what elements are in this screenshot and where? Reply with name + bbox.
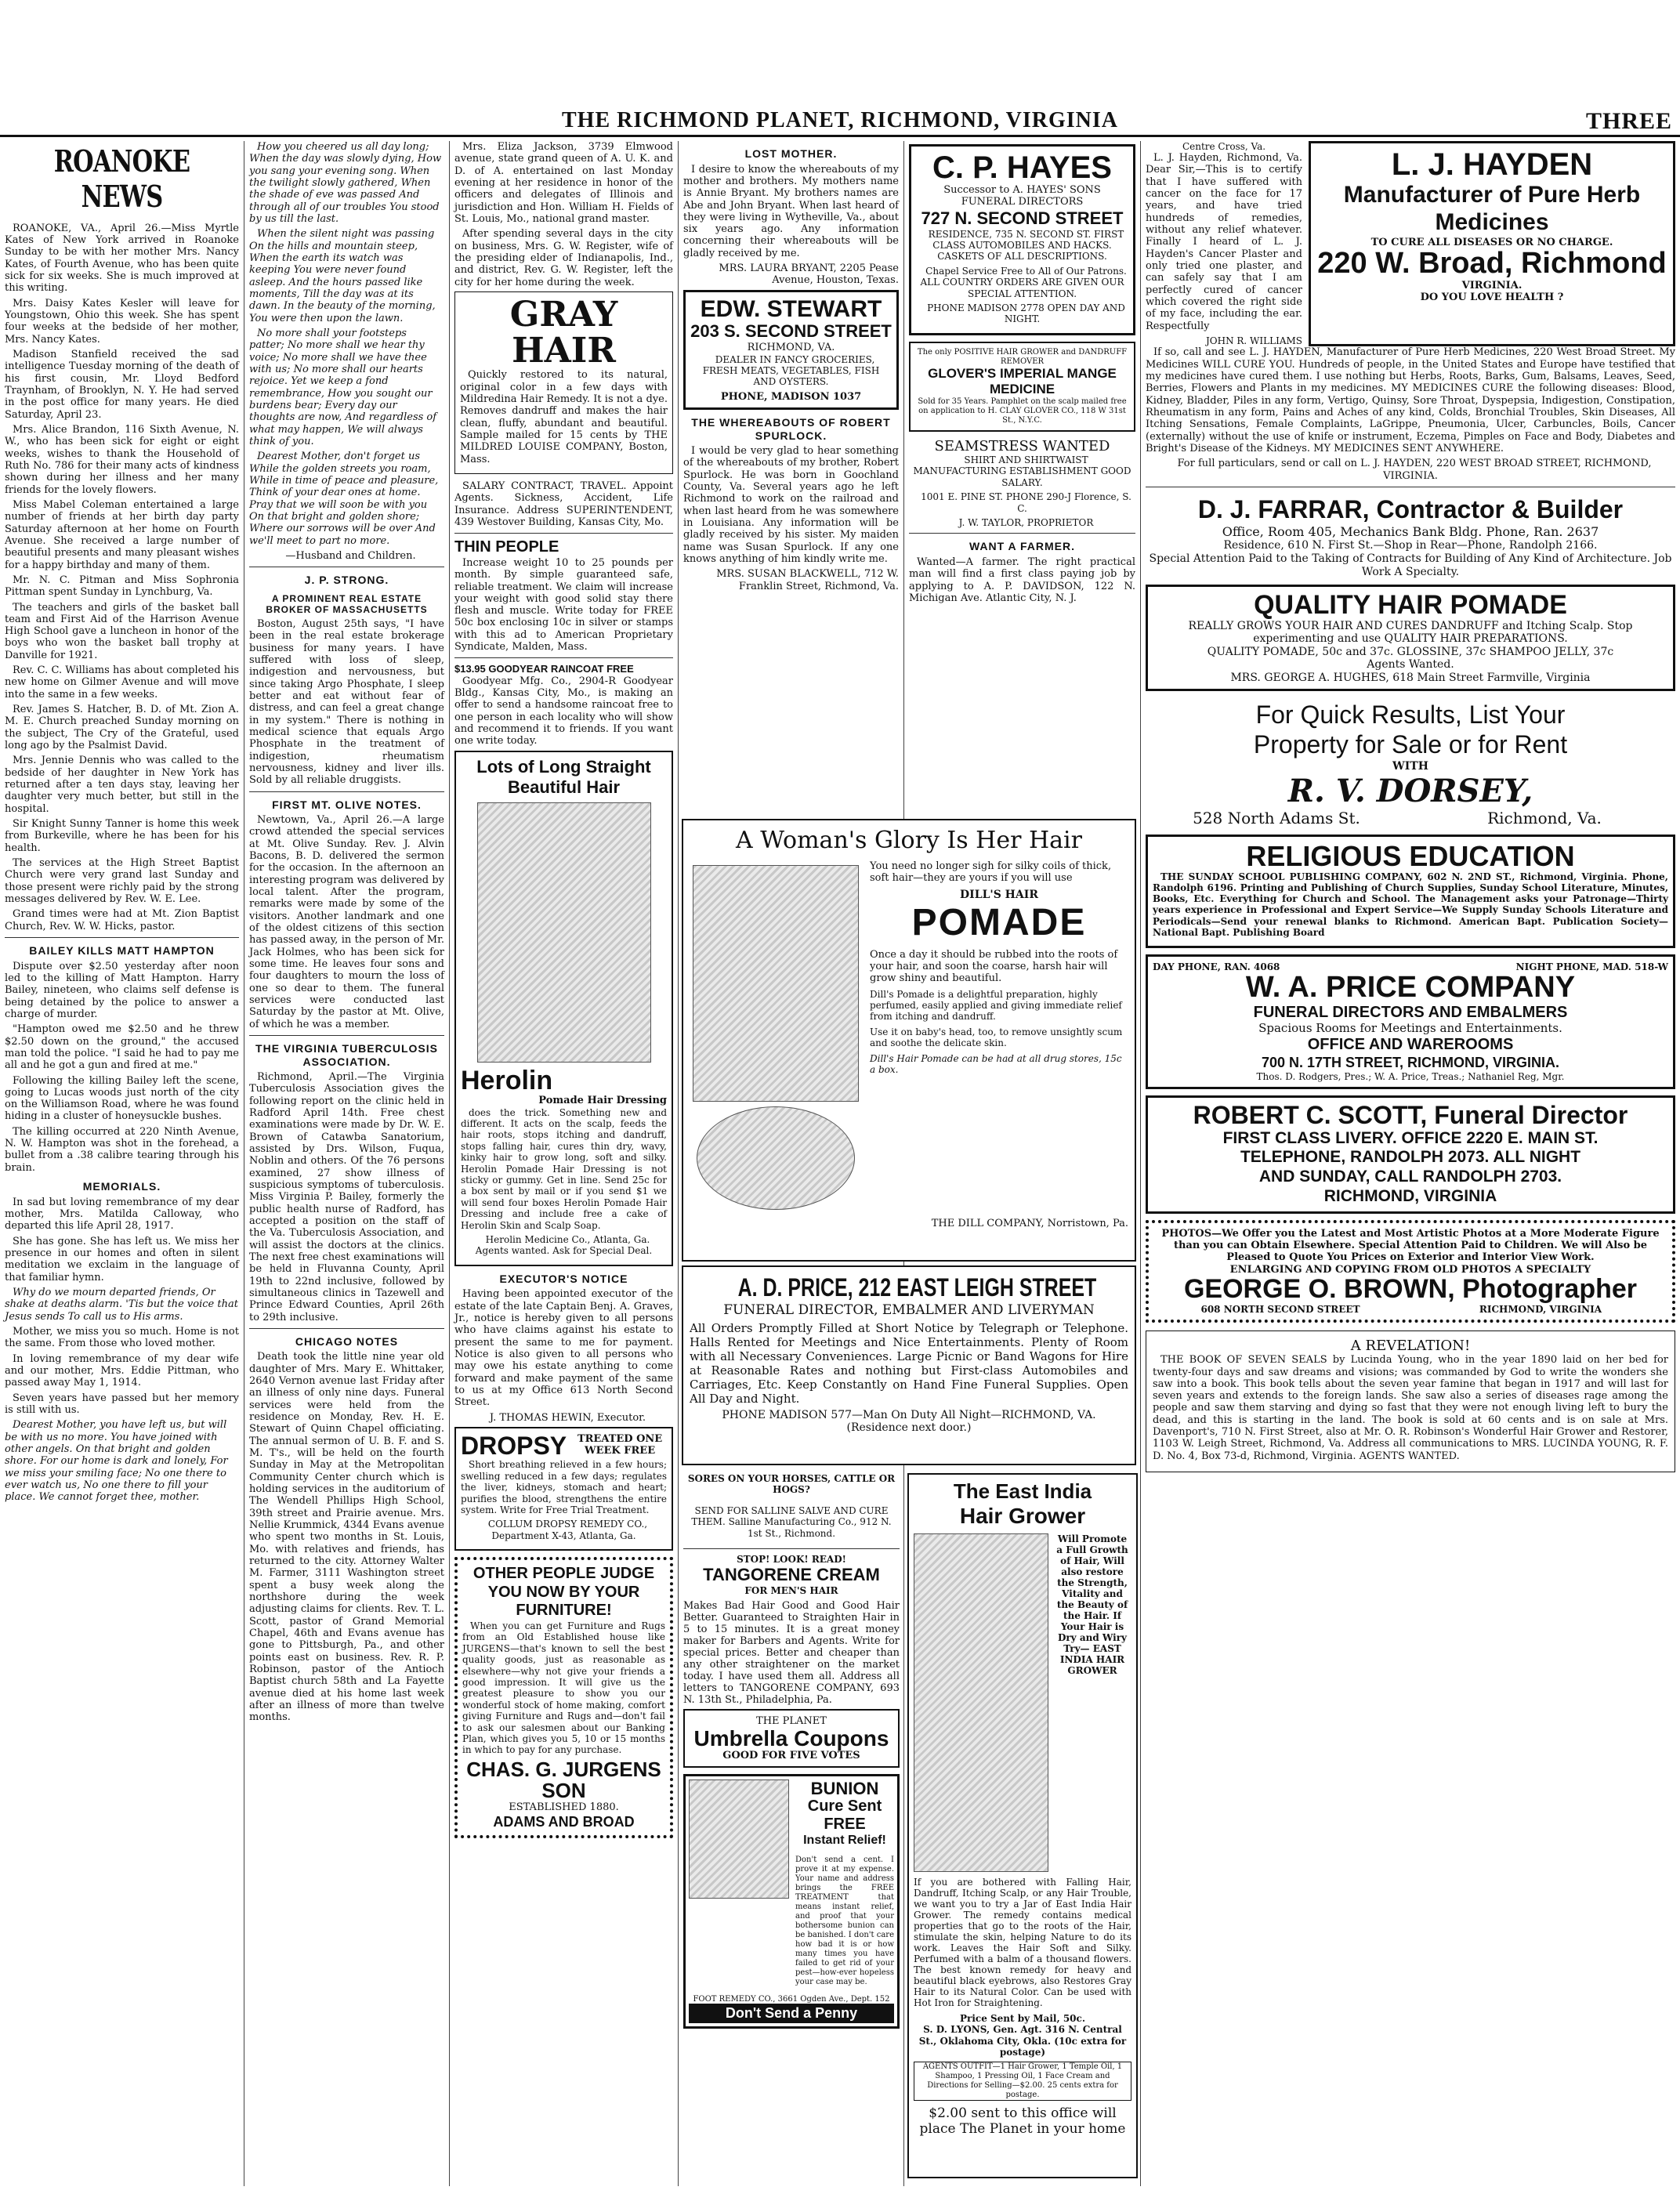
article-paragraph: Mrs. Alice Brandon, 116 Sixth Avenue, N. W., who has been sick for eight or eight weeks, wishes to thank the Household of Ruth No. 786 for their many acts of kindness shown during her illness and her many friends for the lovely flowers. (5, 423, 239, 496)
raincoat-body: Goodyear Mfg. Co., 2904-R Goodyear Bldg., Kansas City, Mo., is making an offer to send a handsome raincoat free to one person in each locality who will show and recommend it to friends. If you want one write today. (454, 675, 673, 748)
mt-olive-heading: FIRST MT. OLIVE NOTES. (272, 798, 422, 811)
hayes-address: 727 N. SECOND STREET (921, 208, 1124, 228)
woman-with-mirror-illustration (693, 865, 859, 1102)
herolin-title-2: Beautiful Hair (507, 777, 621, 797)
article-paragraph: ROANOKE, VA., April 26.—Miss Myrtle Kates of New York arrived in Roanoke Sunday to be with her mother Mrs. Nancy Kates, of Fourth Avenue, who has been quite sick for six weeks. She is much improved at this writing. (5, 222, 239, 295)
dorsey-ad (1146, 697, 1675, 831)
scott-line-1: FIRST CLASS LIVERY. OFFICE 2220 E. MAIN ST. (1222, 1128, 1599, 1147)
dills-brand: POMADE (911, 902, 1087, 943)
brown-name: GEORGE O. BROWN, Photographer (1183, 1274, 1638, 1305)
hayes-chapel: Chapel Service Free to All of Our Patrons. ALL COUNTRY ORDERS ARE GIVEN OUR SPECIAL ATTENTION. (920, 265, 1127, 299)
bunion-body: Don't send a cent. I prove it at my expense. Your name and address brings the FREE TREATMENT that means instant relief, and proof that your bothersome bunion can be banished. I don't care how bad it is or how many times you have failed to get rid of your pest—how-ever hopeless your case may be. (795, 1855, 894, 1987)
article-paragraph: Grand times were had at Mt. Zion Baptist Church, Rev. W. W. Hicks, pastor. (5, 908, 239, 932)
hayes-ad (909, 144, 1135, 335)
religious-education-ad (1146, 835, 1675, 948)
hayden-footer: For full particulars, send or call on L. J. HAYDEN, 220 WEST BROAD STREET, RICHMOND, VIRGINIA. (1177, 458, 1652, 482)
article-paragraph: Newtown, Va., April 26.—A large crowd attended the special services at Mt. Olive Sunday. Rev. J. Alvin Bacons, B. D. delivered the sermon for the occasion. In the afternoon an interesting program was delivered by local talent. After the program, remarks were made by some of the visitors. Another landmark and one of the oldest citizens of this section has passed away, in the person of Mr. Jack Holmes, who has been sick for some time. He leaves four sons and four daughters to mourn the loss of one so dear to them. The funeral services were conducted last Saturday by the pastor at Mt. Olive, of which he was a member. (249, 814, 444, 1030)
dorsey-name: R. V. DORSEY, (1287, 773, 1533, 810)
memorial-signature: —Husband and Children. (285, 549, 416, 562)
dorsey-city: Richmond, Va. (1487, 809, 1602, 828)
executor-body: Having been appointed executor of the estate of the late Captain Benj. A. Graves, Jr., notice is hereby given to all persons who have claims against his estate to present the same to me for payment. Notice is also given to all persons who may owe his estate anything to come forward and make payment of the same to us at my Office 613 North Second Street. (454, 1288, 673, 1409)
seamstress-body: SHIRT AND SHIRTWAIST MANUFACTURING ESTABLISHMENT GOOD SALARY. (913, 454, 1131, 488)
article-paragraph: Mr. N. C. Pitman and Miss Sophronia Pittman spent Sunday in Lynchburg, Va. (5, 574, 239, 599)
herolin-brand-sub: Pomade Hair Dressing (538, 1095, 667, 1107)
dropsy-sub: TREATED ONE WEEK FREE (577, 1432, 663, 1457)
masthead-title: THE RICHMOND PLANET, RICHMOND, VIRGINIA (561, 108, 1118, 132)
dorsey-address: 528 North Adams St. (1193, 809, 1360, 828)
divider (249, 1328, 444, 1329)
quality-pomade-name: QUALITY HAIR POMADE (1254, 590, 1567, 621)
jurgens-ad (454, 1557, 673, 1838)
executor-heading: EXECUTOR'S NOTICE (499, 1272, 628, 1285)
wa-price-name: W. A. PRICE COMPANY (1245, 970, 1576, 1004)
bunion-sub: Cure Sent FREE (807, 1798, 882, 1834)
ad-price-body: All Orders Promptly Filled at Short Notice by Telegraph or Telephone. Halls Rented for Meetings and Nice Entertainments. Plenty of Room with all Necessary Conveniences. Large Picnic or Band Wagons for Hire at Reasonable Rates and nothing but First-class Automobiles and Carriages, Etc. Keep Constantly on Hand Fine Funeral Supplies. Open All Day and Night. (690, 1321, 1128, 1406)
jurgens-established: ESTABLISHED 1880. (509, 1801, 619, 1814)
glover-sub: Sold for 35 Years. Pamphlet on the scalp mailed free on application to H. CLAY GLOVER CO., 118 W 31st St., N.Y.C. (918, 397, 1127, 425)
article-paragraph: The services at the High Street Baptist Church were very grand last Sunday and those present were richly paid by the strong messages delivered by Rev. W. E. Lee. (5, 857, 239, 906)
east-india-side: Will Promote a Full Growth of Hair, Will also restore the Strength, Vitality and the Beauty of the Hair. If Your Hair is Dry and Wiry Try— EAST INDIA HAIR GROWER (1056, 1533, 1128, 1676)
article-paragraph: Mrs. Eliza Jackson, 3739 Elmwood avenue, state grand queen of A. U. K. and D. of A. entertained on last Monday evening at her residence in honor of the officers and delegates of Illinois and jurisdiction and Hon. William H. Fields of St. Louis, Mo., national grand master. (454, 141, 673, 225)
column-six (1141, 141, 1680, 2186)
gray-hair-title-2: HAIR (512, 331, 616, 371)
bailey-heading: BAILEY KILLS MATT HAMPTON (29, 944, 215, 958)
chicago-heading: CHICAGO NOTES (295, 1334, 399, 1348)
divider (454, 657, 673, 658)
dorsey-line-1: For Quick Results, List Your (1255, 701, 1566, 730)
east-india-price: Price Sent by Mail, 50c. (959, 2013, 1086, 2024)
stewart-phone: PHONE, MADISON 1037 (720, 390, 862, 403)
dills-para: Dill's Pomade is a delightful preparation, highly perfumed, easily applied and giving immediate relief from itching and dandruff. (870, 989, 1122, 1022)
stewart-body: DEALER IN FANCY GROCERIES, FRESH MEATS, VEGETABLES, FISH AND OYSTERS. (702, 353, 880, 388)
dills-para: Once a day it should be rubbed into the roots of your hair, and soon the coarse, harsh hair will grow shiny and beautiful. (870, 949, 1118, 984)
brown-photographer-ad (1146, 1220, 1675, 1323)
article-paragraph: Seven years have passed but her memory is still with us. (5, 1392, 239, 1416)
bunion-title: BUNION (810, 1779, 879, 1799)
farrar-office: Office, Room 405, Mechanics Bank Bldg. Phone, Ran. 2637 (1222, 523, 1599, 539)
article-paragraph: Sir Knight Sunny Tanner is home this week from Burkeville, where he has been for his health. (5, 818, 239, 854)
column-two (244, 141, 450, 2186)
jurgens-address: ADAMS AND BROAD (493, 1813, 635, 1830)
jurgens-title: OTHER PEOPLE JUDGE YOU NOW BY YOUR FURNITURE! (472, 1565, 655, 1620)
hayes-phone: PHONE MADISON 2778 OPEN DAY AND NIGHT. (927, 302, 1125, 325)
umbrella-title: Umbrella Coupons (693, 1725, 889, 1750)
article-paragraph: After spending several days in the city on business, Mrs. G. W. Register, wife of the presiding elder of Indianapolis, Ind., and district, Rev. G. W. Register, left the city for her home during the week. (454, 228, 673, 288)
spurlock-heading: THE WHEREABOUTS OF ROBERT SPURLOCK. (691, 416, 891, 442)
article-paragraph: Mrs. Jennie Dennis who was called to the bedside of her daughter in New York has returned after a ten days stay, leaving her daughter very much better, but still in the hospital. (5, 755, 239, 815)
memorial-poem: Dearest Mother, you have left us, but will be with us no more. You have joined with other angels. On that bright and golden shore. For our home is dark and lonely, For we miss your smiling face; No one there to ever watch us, No one there to fill your place. We cannot forget thee, mother. (5, 1419, 228, 1504)
strong-heading: J. P. STRONG. (304, 574, 389, 587)
east-india-footer: $2.00 sent to this office will place The Planet in your home (919, 2105, 1126, 2137)
column-three (450, 141, 679, 2186)
umbrella-sub: GOOD FOR FIVE VOTES (722, 1750, 860, 1762)
testimonial-signature: JOHN R. WILLIAMS (1205, 335, 1302, 347)
pomade-jar-illustration (697, 1106, 855, 1210)
article-paragraph: The teachers and girls of the basket ball team and First Aid of the Harrison Avenue High School gave a luncheon in honor of the boys who won the basket ball trophy at Danville for 1921. (5, 601, 239, 661)
quality-pomade-body: REALLY GROWS YOUR HAIR AND CURES DANDRUFF and Itching Scalp. Stop experimenting and use QUALITY HAIR PREPARATIONS. (1188, 619, 1633, 646)
farmer-body: Wanted—A farmer. The right practical man will find a first class paying job by applying to A. P. DAVIDSON, 122 N. Michigan Ave. Atlantic City, N. J. (909, 556, 1135, 604)
jurgens-name: CHAS. G. JURGENS SON (466, 1757, 661, 1802)
memorial-poem: Dearest Mother, don't forget us While the golden streets you roam, While in time of peace and pleasure, Think of your dear ones at home. Pray that we will soon be with you On that bright and golden shore; Where our sorrows will be over And we'll meet to part no more. (249, 451, 439, 547)
scott-ad (1146, 1095, 1675, 1214)
east-india-agents: AGENTS OUTFIT—1 Hair Grower, 1 Temple Oil, 1 Shampoo, 1 Pressing Oil, 1 Face Cream and Directions for Selling—$2.00. 25 cents extra for postage. (914, 2062, 1131, 2101)
herolin-body: does the trick. Something new and different. It acts on the scalp, feeds the hair roots, stops itching and dandruff, stops falling hair, cures thin dry, wavy, kinky hair to grow long, soft and silky. Herolin Pomade Hair Dressing is not sticky or gummy. Get in line. Send 25c for a box sent by mail or if you send $1 we will send four boxes Herolin Pomade Hair Dressing and include free a cake of Herolin Skin and Scalp Soap. (461, 1106, 667, 1231)
dills-company: THE DILL COMPANY, Norristown, Pa. (931, 1218, 1128, 1229)
hayes-sub: Successor to A. HAYES' SONS FUNERAL DIRECTORS (943, 184, 1101, 208)
herolin-company: Herolin Medicine Co., Atlanta, Ga. Agents wanted. Ask for Special Deal. (475, 1233, 653, 1257)
spurlock-body: I would be very glad to hear something of the whereabouts of my brother, Robert Spurlock. He was born in Goochland County, Va. Several years ago he left Richmond to work on the railroad and when last heard from he was somewhere in Louisiana. Any information will be gladly received by his sister. My maiden name was Susan Spurlock. If any one knows anything of him kindly write me. (683, 445, 899, 566)
hayden-address: 220 W. Broad, Richmond (1317, 247, 1667, 281)
stewart-ad (683, 290, 899, 410)
dropsy-ad (454, 1427, 673, 1551)
raincoat-title: $13.95 GOODYEAR RAINCOAT FREE (454, 663, 634, 675)
glover-name: GLOVER'S IMPERIAL MANGE MEDICINE (928, 366, 1117, 397)
east-india-title-1: The East India (953, 1479, 1092, 1503)
east-india-body: If you are bothered with Falling Hair, Dandruff, Itching Scalp, or any Hair Trouble, we want you to try a Jar of East India Hair Grower. The remedy contains medical properties that go to the roots of the Hair, stimulate the skin, helping Nature to do its work. Leaves the Hair Soft and Silky. Perfumed with a balm of a thousand flowers. The best known remedy for heavy and beautiful black eyebrows, also Restores Gray Hair to its Natural Color. Can be used with Hot Iron for Straightening. (914, 1877, 1131, 2008)
executor-signature: J. THOMAS HEWIN, Executor. (489, 1411, 646, 1424)
roanoke-news-heading: ROANOKE NEWS (53, 143, 190, 214)
strong-subheading: A PROMINENT REAL ESTATE BROKER OF MASSACHUSETTS (266, 592, 428, 615)
article-paragraph: In sad but loving remembrance of my dear mother, Mrs. Matilda Calloway, who departed this life April 28, 1917. (5, 1196, 239, 1233)
lost-mother-body: I desire to know the whereabouts of my mother and brothers. My mothers name is Annie Bryant. My brothers names are Abe and John Bryant. When last heard of they were living in Wytheville, Va., about six years ago. Any information concerning their whereabouts will be gladly received by me. (683, 163, 899, 259)
wa-price-ad (1146, 954, 1675, 1089)
revelation-ad (1146, 1331, 1675, 1472)
hayden-question: DO YOU LOVE HEALTH ? (1420, 291, 1564, 304)
memorial-poem: How you cheered us all day long; When the day was slowly dying, How you sang your evening song. When the twilight slowly gathered, When the shade of eve was passed And through all of our troubles You stood by us till the last. (249, 141, 442, 225)
quality-pomade-prices: QUALITY POMADE, 50c and 37c. GLOSSINE, 37c SHAMPOO JELLY, 37c (1207, 645, 1614, 658)
glover-top: The only POSITIVE HAIR GROWER and DANDRUFF REMOVER (917, 347, 1128, 366)
farmer-heading: WANT A FARMER. (969, 540, 1076, 553)
farrar-ad (1146, 492, 1675, 581)
scott-line-3: AND SUNDAY, CALL RANDOLPH 2703. (1258, 1168, 1562, 1186)
article-paragraph: In loving remembrance of my dear wife and our mother, Mrs. Eddie Pittman, who passed away May 1, 1914. (5, 1352, 239, 1389)
brown-address: 608 NORTH SECOND STREET (1200, 1303, 1360, 1315)
article-paragraph: Miss Mabel Coleman entertained a large number of friends at her birth day party Saturday afternoon at her home on Fourth Avenue. She received a large number of beautiful presents and many pleasant wishes for a happy birthday and many of them. (5, 498, 239, 571)
testimonial-body: L. J. Hayden, Richmond, Va. Dear Sir,—This is to certify that I have suffered with cancer on the face for 17 years, and have tried hundreds of remedies, without any relief whatever. Finally I heard of L. J. Hayden's Cancer Plaster and only tried one plaster, and can safely say that I am perfectly cured of cancer which covered the right side of my face, including the ear. Respectfully (1146, 152, 1302, 332)
hayden-name: L. J. HAYDEN (1391, 147, 1593, 182)
ad-price-phone: PHONE MADISON 577—Man On Duty All Night—RICHMOND, VA. (Residence next door.) (722, 1409, 1096, 1434)
glover-ad (909, 342, 1135, 432)
testimonial-place: Centre Cross, Va. (1182, 141, 1266, 152)
tuberculosis-heading: THE VIRGINIA TUBERCULOSIS ASSOCIATION. (255, 1042, 438, 1068)
horses-title: SORES ON YOUR HORSES, CATTLE OR HOGS? (687, 1473, 896, 1496)
herolin-brand: Herolin (461, 1065, 553, 1095)
herolin-ad (454, 751, 673, 1266)
wa-price-sub: FUNERAL DIRECTORS AND EMBALMERS (1253, 1003, 1568, 1021)
horses-body: SEND FOR SALLINE SALVE AND CURE THEM. Salline Manufacturing Co., 912 N. 1st St., Richmond. (691, 1504, 892, 1539)
brown-enlarge: ENLARGING AND COPYING FROM OLD PHOTOS A SPECIALTY (1229, 1263, 1591, 1276)
hayden-body: If so, call and see L. J. HAYDEN, Manufacturer of Pure Herb Medicines, 220 West Broad Street. My Medicines WILL CURE YOU. Hundreds of people, in the United States and Europe have testified that my medicines have cured them. I use nothing but Herbs, Roots, Barks, Gum, Balsams, Leaves, Seed, Berries, Flowers and Plants in my medicines. MY MEDICINES CURE the following diseases: Blood, Kidney, Bladder, Piles in any form, Vertigo, Quinsy, Sore Throat, Dyspepsia, Indigestion, Constipation, Rheumatism in any form, Pains and Aches of any kind, Colds, Bronchial Troubles, Skin Diseases, All Itching Sensations, Female Complaints, LaGrippe, Pneumonia, Ulcer, Carbuncles, Boils, Cancer (externally) without the use of knife or instrument, Eczema, Pimples on Face and Body, Diabetes and Bright's Disease of the Kidneys. MY MEDICINES SENT ANYWHERE. (1146, 346, 1675, 454)
wa-price-sub2: Spacious Rooms for Meetings and Entertainments. (1258, 1021, 1562, 1036)
seamstress-signature: J. W. TAYLOR, PROPRIETOR (958, 517, 1094, 528)
quality-pomade-ad (1146, 585, 1675, 691)
article-paragraph: Mother, we miss you so much. Home is not the same. From those who loved mother. (5, 1325, 239, 1350)
hayes-residence: RESIDENCE, 735 N. SECOND ST. FIRST CLASS AUTOMOBILES AND HACKS. CASKETS OF ALL DESCRIPTIONS. (928, 228, 1124, 262)
divider (454, 533, 673, 534)
dills-pomade-ad (682, 819, 1136, 1262)
column-roanoke-news (0, 141, 244, 2186)
spurlock-signature: MRS. SUSAN BLACKWELL, 712 W. Franklin Street, Richmond, Va. (716, 568, 899, 592)
quality-pomade-agents: Agents Wanted. (1367, 658, 1454, 672)
dorsey-with: WITH (1392, 759, 1428, 773)
divider (909, 533, 1135, 534)
page-number: THREE (1585, 108, 1672, 134)
bunion-footer: Don't Send a Penny (689, 2004, 894, 2023)
wa-price-address: 700 N. 17TH STREET, RICHMOND, VIRGINIA. (1261, 1054, 1560, 1070)
memorial-poem: No more shall your footsteps patter; No more shall we hear thy voice; No more shall we have thee with us; No more shall our hearts rejoice. Yet we keep a fond remembrance, How you sought our burdens bear; Every day our thoughts are now, And regardless of what may happen, We will always think of you. (249, 327, 437, 447)
article-paragraph: Boston, August 25th says, "I have been in the real estate brokerage business for many years. I have suffered with loss of sleep, indigestion and nervousness, but since taking Argo Phosphate, I sleep better and eat without fear of distress, and can feel a great change in my system." There is nothing in medical science that equals Argo Phosphate in the treatment of indigestion, rheumatism nervousness, kidney and liver ills. Sold by all reliable druggists. (249, 617, 444, 787)
dropsy-body: Short breathing relieved in a few hours; swelling reduced in a few days; regulates the liver, kidneys, stomach and heart; purifies the blood, strengthens the entire system. Write for Free Trial Treatment. (461, 1459, 667, 1516)
divider (5, 937, 239, 938)
article-paragraph: Death took the little nine year old daughter of Mrs. Mary E. Whittaker, 2640 Vernon avenue last Friday after an illness of only nine days. Funeral services were held from the residence on Monday, Rev. H. E. Stewart of Quinn Chapel officiating. The annual sermon of U. B. F. and S. M. T's., will be held on the fourth Sunday in May at the Metropolitan Community Center church which is holding services in the auditorium of The Wendell Phillips High School, 39th street and Prairie avenue. Mrs. Nellie Krummick, 4344 Evans avenue who spent two months in St. Louis, Mo. with relatives and friends, has returned to the city. Attorney Walter M. Farmer, 3111 Washington street spent a busy week along the northshore during the week adjusting claims for clients. Rev. T. L. Scott, pastor of Grand Memorial Chapel, 46th and Evans avenue has gone to Pittsburgh, Pa., and other points east on business. Rev. R. P. Robinson, pastor of the Antioch Baptist church 58th and La Fayette avenue died at his home last week after an illness of more than twelve months. (249, 1351, 444, 1724)
hayden-cure: TO CURE ALL DISEASES OR NO CHARGE. (1370, 236, 1613, 248)
brown-body: PHOTOS—We Offer you the Latest and Most Artistic Photos at a More Moderate Figure than you can Obtain Elsewhere. Special Attention Paid to Children. We will Also be Pleased to Quote You Prices on Exterior and Interior View Work. (1161, 1227, 1660, 1264)
ad-price-title: A. D. PRICE, 212 EAST LEIGH STREET (737, 1273, 1097, 1302)
tangorene-top: STOP! LOOK! READ! (737, 1553, 846, 1565)
dills-intro: You need no longer sigh for silky coils of thick, soft hair—they are yours if you will use (870, 860, 1112, 884)
farrar-body: Special Attention Paid to the Taking of Contracts for Building of Any Kind of Architecture. Job Work A Specialty. (1149, 552, 1672, 578)
farrar-name: D. J. FARRAR, Contractor & Builder (1197, 494, 1624, 523)
thin-people-body: Increase weight 10 to 25 pounds per month. By simple guaranteed safe, reliable treatment. We claim will increase your weight with good solid stay there flesh and muscle. Write today for FREE 50c box enclosing 10c in silver or stamps with this ad to American Proprietary Syndicate, Malden, Mass. (454, 556, 673, 653)
column-four-lower (683, 1473, 900, 2178)
memorials-heading: MEMORIALS. (82, 1180, 161, 1193)
dropsy-company: COLLUM DROPSY REMEDY CO., Department X-43, Atlanta, Ga. (487, 1519, 648, 1541)
revelation-body: THE BOOK OF SEVEN SEALS by Lucinda Young, who in the year 1890 laid on her bed for twenty-four days and saw dreams and visions; was commanded by God to write the wonders she saw into a book. This book tells about the seven year famine that began in 1917 and will last for seven years and extends to the foreign lands. She saw also a series of diseases rage among the people and saw them starving and dying so fast that they were not enough living left to bury the dead, and this is starting in the land. The book is sold at 60 cents and is on sale at Mrs. Davenport's, 710 N. First Street, also at Mr. O. R. Robinson's Wonderful Hair Grower and Restorer, 1103 W. Leigh Street, Richmond, Va. Address all communications to MRS. LUCINDA YOUNG, R. F. D. No. 4, Box 73-d, Richmond, Virginia. AGENTS WANTED. (1153, 1354, 1668, 1462)
ad-price-sub: FUNERAL DIRECTOR, EMBALMER AND LIVERYMAN (723, 1302, 1095, 1318)
article-paragraph: Mrs. Daisy Kates Kesler will leave for Youngstown, Ohio this week. She has spent four weeks at the bedside of her mother, Mrs. Nancy Kates. (5, 297, 239, 346)
east-india-ad (907, 1473, 1138, 2178)
bunion-company: FOOT REMEDY CO., 3661 Ogden Ave., Dept. 152 (693, 1995, 890, 2004)
article-paragraph: Dispute over $2.50 yesterday after noon led to the killing of Matt Hampton. Harry Bailey, nineteen, who claims self defense is being detained by the police to answer a charge of murder. (5, 960, 239, 1020)
hayes-name: C. P. HAYES (932, 150, 1112, 185)
article-paragraph: "Hampton owed me $2.50 and he threw $2.50 down on the ground," the accused man told the police. "I said he had to pay me all and he got a gun and fired at me." (5, 1023, 239, 1072)
seamstress-address: 1001 E. PINE ST. PHONE 290-J Florence, S. C. (921, 491, 1131, 514)
ad-price-ad (682, 1265, 1136, 1465)
bunion-ad (683, 1774, 900, 2029)
east-india-title-2: Hair Grower (959, 1504, 1086, 1528)
quality-pomade-address: MRS. GEORGE A. HUGHES, 618 Main Street Farmville, Virginia (1230, 671, 1591, 684)
umbrella-coupon-ad (683, 1709, 900, 1768)
thin-people-title: THIN PEOPLE (454, 538, 559, 556)
stewart-address: 203 S. SECOND STREET (690, 321, 892, 342)
wa-price-officers: Thos. D. Rodgers, Pres.; W. A. Price, Treas.; Nathaniel Reg, Mgr. (1256, 1070, 1565, 1082)
divider (249, 791, 444, 792)
dills-para: Use it on baby's head, too, to remove unsightly scum and soothe the delicate skin. (870, 1026, 1123, 1048)
religious-body: THE SUNDAY SCHOOL PUBLISHING COMPANY, 602 N. 2ND ST., Richmond, Virginia. Phone, Randolph 6196. Printing and Publishing of Church Supplies, Sunday School Literature, Minutes, Books, Etc. Everything for Church and School. The Management asks your Patronage—Thirty years experience in Professional and Expert Service—We Supply Sunday Schools Literature and Periodicals—Send your renewal blanks to Richmond. American Bapt. Publication Society—National Bapt. Publishing Board (1153, 871, 1668, 938)
divider (683, 1548, 900, 1549)
gray-hair-body: Quickly restored to its natural, original color in a few days with Mildredina Hair Remedy. It is not a dye. Removes dandruff and makes the hair clean, fluffy, abundant and beautiful. Sample mailed for 15 cents by THE MILDRED LOUISE COMPANY, Boston, Mass. (460, 369, 668, 465)
hayden-state: VIRGINIA. (1461, 280, 1522, 291)
hayden-testimonial (1146, 141, 1302, 346)
scott-name: ROBERT C. SCOTT, Funeral Director (1193, 1101, 1628, 1130)
woman-combing-hair-illustration (477, 802, 651, 1063)
divider (249, 1035, 444, 1036)
wa-price-office: OFFICE AND WAREROOMS (1307, 1036, 1514, 1054)
article-paragraph: Richmond, April.—The Virginia Tuberculosis Association gives the following report on the clinic held in Radford April 14th. Free chest examinations were made by Dr. W. E. Brown of Catawba Sanatorium, assisted by Drs. Wilson, Fuqua, Noblin and others. Of the 76 persons examined, 27 show illness of suspicious symptoms of tuberculosis. Miss Virginia P. Bailey, formerly the public health nurse of Radford, has accepted a position on the staff of the Va. Tuberculosis Association, and will assist the doctors at the clinics. The next free chest examinations will be held in Fluvanna County, April 19th to 22nd inclusive, followed by simultaneous clinics in Tazewell and Prince Edward Counties, April 26th to 29th inclusive. (249, 1071, 444, 1323)
scott-line-2: TELEPHONE, RANDOLPH 2073. ALL NIGHT (1240, 1148, 1581, 1167)
tangorene-title: TANGORENE CREAM (703, 1565, 880, 1585)
stewart-name: EDW. STEWART (700, 295, 882, 322)
seamstress-title: SEAMSTRESS WANTED (934, 437, 1110, 454)
scott-line-4: RICHMOND, VIRGINIA (1323, 1187, 1497, 1206)
woman-long-braid-illustration (914, 1533, 1048, 1872)
article-paragraph: She has gone. She has left us. We miss her presence in our homes and often in silent meditation we exclaim in the language of that familiar hymn. (5, 1235, 239, 1283)
hayden-ad (1309, 141, 1675, 346)
religious-title: RELIGIOUS EDUCATION (1246, 840, 1575, 873)
memorial-poem: When the silent night was passing On the hills and mountain steep, When the earth its watch was keeping You were never found asleep. And the hours passed like moments, Till the day was at its dawn. In the beauty of the morning, You were then upon the lawn. (249, 228, 436, 324)
dills-brand-top: DILL'S HAIR (960, 889, 1038, 901)
tangorene-body: Makes Bad Hair Good and Good Hair Better. Guaranteed to Straighten Hair in 5 to 15 minutes. It is a great money maker for Barbers and Agents. Write for special prices. Better and cheaper than any other straightener on the market today. I have used them all. Address all letters to TANGORENE COMPANY, 693 N. 13th St., Philadelphia, Pa. (683, 1599, 900, 1706)
dills-para: Dill's Hair Pomade can be had at all drug stores, 15c a box. (870, 1053, 1122, 1075)
lost-mother-signature: MRS. LAURA BRYANT, 2205 Pease Avenue, Houston, Texas. (719, 262, 899, 287)
tangorene-sub: FOR MEN'S HAIR (744, 1585, 838, 1597)
article-paragraph: Rev. James S. Hatcher, B. D. of Mt. Zion A. M. E. Church preached Sunday morning on the subject, The Cry of the Grateful, used long ago by the Psalmist David. (5, 704, 239, 752)
dorsey-line-2: Property for Sale or for Rent (1253, 730, 1568, 759)
herolin-title-1: Lots of Long Straight (476, 756, 651, 777)
dropsy-title: DROPSY (461, 1431, 567, 1460)
east-india-company: S. D. LYONS, Gen. Agt. 316 N. Central St., Oklahoma City, Okla. (10c extra for postage) (918, 2024, 1127, 2058)
wa-price-night-phone: NIGHT PHONE, MAD. 518-W (1515, 961, 1668, 972)
stewart-city: RICHMOND, VA. (747, 342, 835, 354)
article-paragraph: Madison Stanfield received the sad intelligence Tuesday morning of the death of his first cousin, Mr. Lloyd Bedford Traynham, of Brooklyn, N. Y. He had served in the post office for many years. He died Saturday, April 23. (5, 348, 239, 421)
lost-mother-heading: LOST MOTHER. (744, 147, 838, 160)
article-paragraph: Following the killing Bailey left the scene, going to Lucas woods just north of the city on the Williamson Road, where he was found hiding in a cluster of honeysuckle bushes. (5, 1074, 239, 1123)
brown-city: RICHMOND, VIRGINIA (1479, 1303, 1602, 1315)
article-paragraph: The killing occurred at 220 Ninth Avenue, N. W. Hampton was shot in the forehead, a bullet from a .38 calibre tearing through his brain. (5, 1125, 239, 1174)
wa-price-day-phone: DAY PHONE, RAN. 4068 (1153, 961, 1280, 972)
article-paragraph: Rev. C. C. Williams has about completed his new home on Gilmer Avenue and will move into the same in a few weeks. (5, 664, 239, 701)
bunion-instant: Instant Relief! (803, 1834, 886, 1848)
masthead (0, 108, 1680, 137)
revelation-title: A REVELATION! (1350, 1337, 1471, 1354)
salary-ad: SALARY CONTRACT, TRAVEL. Appoint Agents. Sickness, Accident, Life Insurance. Address SUPERINTENDENT, 439 Westover Building, Kansas City, Mo. (454, 480, 673, 528)
foot-illustration (689, 1779, 789, 1899)
memorial-poem: Why do we mourn departed friends, Or shake at deaths alarm. 'Tis but the voice that Jesus sends To call us to His arms. (5, 1286, 238, 1323)
umbrella-top: THE PLANET (756, 1714, 827, 1727)
hayden-sub: Manufacturer of Pure Herb Medicines (1343, 182, 1641, 236)
gray-hair-title-1: GRAY (509, 294, 618, 335)
gray-hair-ad (454, 291, 673, 474)
dills-title: A Woman's Glory Is Her Hair (736, 827, 1082, 854)
farrar-residence: Residence, 610 N. First St.—Shop in Rear—Phone, Randolph 2166. (1223, 539, 1598, 552)
jurgens-body: When you can get Furniture and Rugs from an Old Established house like JURGENS—that's known to sell the best quality goods, just as reasonable as elsewhere—why not give your friends a good impression. It will give us the greatest pleasure to show you our wonderful stock of home making, comfort giving Furniture and Rugs and—don't fail to ask our salesmen about our Banking Plan, which gives you 5, 10 or 15 months in which to pay for any purchase. (462, 1620, 665, 1756)
